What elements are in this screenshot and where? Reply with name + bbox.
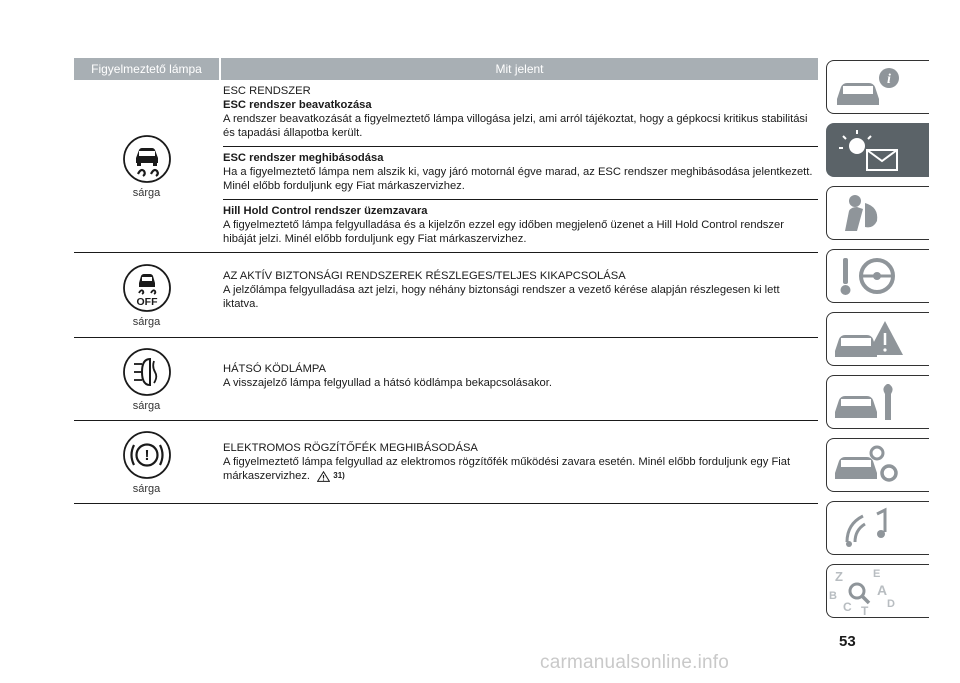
index-letter: D bbox=[887, 598, 895, 610]
esc-skid-icon bbox=[122, 134, 172, 184]
warning-light-table bbox=[74, 58, 818, 504]
section-text-wrap bbox=[223, 455, 818, 483]
lamp-color: sárga bbox=[132, 482, 161, 495]
tab-car-info[interactable] bbox=[826, 60, 929, 114]
car-info-icon bbox=[827, 61, 929, 113]
lamp-cell bbox=[74, 253, 219, 337]
meaning-cell bbox=[219, 80, 818, 252]
table-row bbox=[74, 80, 818, 253]
lamp-cell bbox=[74, 338, 219, 420]
lamp-cell bbox=[74, 421, 219, 503]
warning-lights-icon bbox=[827, 124, 929, 176]
block-title: Hill Hold Control rendszer üzemzavara bbox=[223, 205, 428, 217]
page-number: 53 bbox=[839, 633, 856, 650]
section-text: A jelzőlámpa felgyulladása azt jelzi, hogy néhány biztonsági rendszer a vezető kérése alapján részlegesen ki lett iktatva. bbox=[223, 284, 780, 310]
index-letter: T bbox=[861, 604, 869, 617]
tab-maintenance[interactable] bbox=[826, 375, 929, 429]
meaning-cell bbox=[219, 253, 818, 337]
safety-icon bbox=[827, 187, 929, 239]
multimedia-icon bbox=[827, 502, 929, 554]
section-title: ELEKTROMOS RÖGZÍTŐFÉK MEGHIBÁSODÁSA bbox=[223, 442, 478, 454]
tab-starting-driving[interactable] bbox=[826, 249, 929, 303]
esc-block-intervention bbox=[223, 80, 818, 146]
esc-block-hill-hold bbox=[223, 199, 818, 252]
section-title: AZ AKTÍV BIZTONSÁGI RENDSZEREK RÉSZLEGES/TELJES KIKAPCSOLÁSA bbox=[223, 270, 626, 282]
tab-warning-lights[interactable] bbox=[826, 123, 929, 177]
technical-data-icon bbox=[827, 439, 929, 491]
note-reference: 31) bbox=[333, 471, 345, 481]
block-title: ESC rendszer beavatkozása bbox=[223, 99, 372, 111]
meaning-cell bbox=[219, 421, 818, 503]
header-meaning: Mit jelent bbox=[495, 62, 544, 76]
rear-fog-icon bbox=[122, 347, 172, 397]
header-lamp: Figyelmeztető lámpa bbox=[74, 58, 221, 80]
index-letter: A bbox=[877, 582, 888, 598]
index-letter: C bbox=[843, 600, 852, 614]
block-title: ESC rendszer meghibásodása bbox=[223, 152, 384, 164]
tab-multimedia[interactable] bbox=[826, 501, 929, 555]
index-icon bbox=[827, 565, 929, 617]
emergency-icon bbox=[827, 313, 929, 365]
table-row bbox=[74, 421, 818, 504]
section-text: A visszajelző lámpa felgyullad a hátsó ködlámpa bekapcsolásakor. bbox=[223, 377, 552, 389]
section-text: A figyelmeztető lámpa felgyullad az elektromos rögzítőfék működési zavara esetén. Minél előbb forduljunk egy Fiat márkaszervizhez. bbox=[223, 456, 791, 482]
index-letter: B bbox=[829, 590, 837, 602]
lamp-color: sárga bbox=[132, 186, 161, 199]
watermark: carmanualsonline.info bbox=[540, 652, 730, 673]
tab-index[interactable] bbox=[826, 564, 929, 618]
block-text: A figyelmeztető lámpa felgyulladása és a kijelzőn ezzel egy időben megjelenő üzenet a Hill Hold Control rendszer hibáját jelzi. Minél előbb forduljunk egy Fiat márkaszervizhez. bbox=[223, 219, 784, 245]
maintenance-icon bbox=[827, 376, 929, 428]
esc-off-icon bbox=[122, 263, 172, 313]
table-header bbox=[74, 58, 818, 80]
section-title: HÁTSÓ KÖDLÁMPA bbox=[223, 363, 326, 375]
lamp-color: sárga bbox=[132, 399, 161, 412]
warning-triangle-icon bbox=[317, 471, 330, 482]
meaning-cell bbox=[219, 338, 818, 420]
starting-driving-icon bbox=[827, 250, 929, 302]
lamp-cell bbox=[74, 80, 219, 252]
off-label: OFF bbox=[136, 295, 157, 308]
esc-block-failure bbox=[223, 146, 818, 199]
exclamation-mark: ! bbox=[144, 446, 149, 464]
block-text: A rendszer beavatkozását a figyelmeztető lámpa villogása jelzi, ami arról tájékoztat, hogy a gépkocsi kritikus stabilitási és tapadási állapotba került. bbox=[223, 113, 808, 139]
info-letter: i bbox=[887, 72, 891, 87]
epb-failure-icon bbox=[122, 430, 172, 480]
tab-emergency[interactable] bbox=[826, 312, 929, 366]
block-text: Ha a figyelmeztető lámpa nem alszik ki, vagy járó motornál égve marad, az ESC rendszer meghibásodása jelentkezett. Minél előbb forduljunk egy Fiat márkaszervizhez. bbox=[223, 166, 813, 192]
tab-technical-data[interactable] bbox=[826, 438, 929, 492]
tab-safety[interactable] bbox=[826, 186, 929, 240]
index-letter: Z bbox=[835, 569, 843, 584]
table-row bbox=[74, 253, 818, 338]
table-row bbox=[74, 338, 818, 421]
index-letter: E bbox=[873, 568, 881, 580]
section-title: ESC RENDSZER bbox=[223, 85, 311, 97]
lamp-color: sárga bbox=[132, 315, 161, 328]
